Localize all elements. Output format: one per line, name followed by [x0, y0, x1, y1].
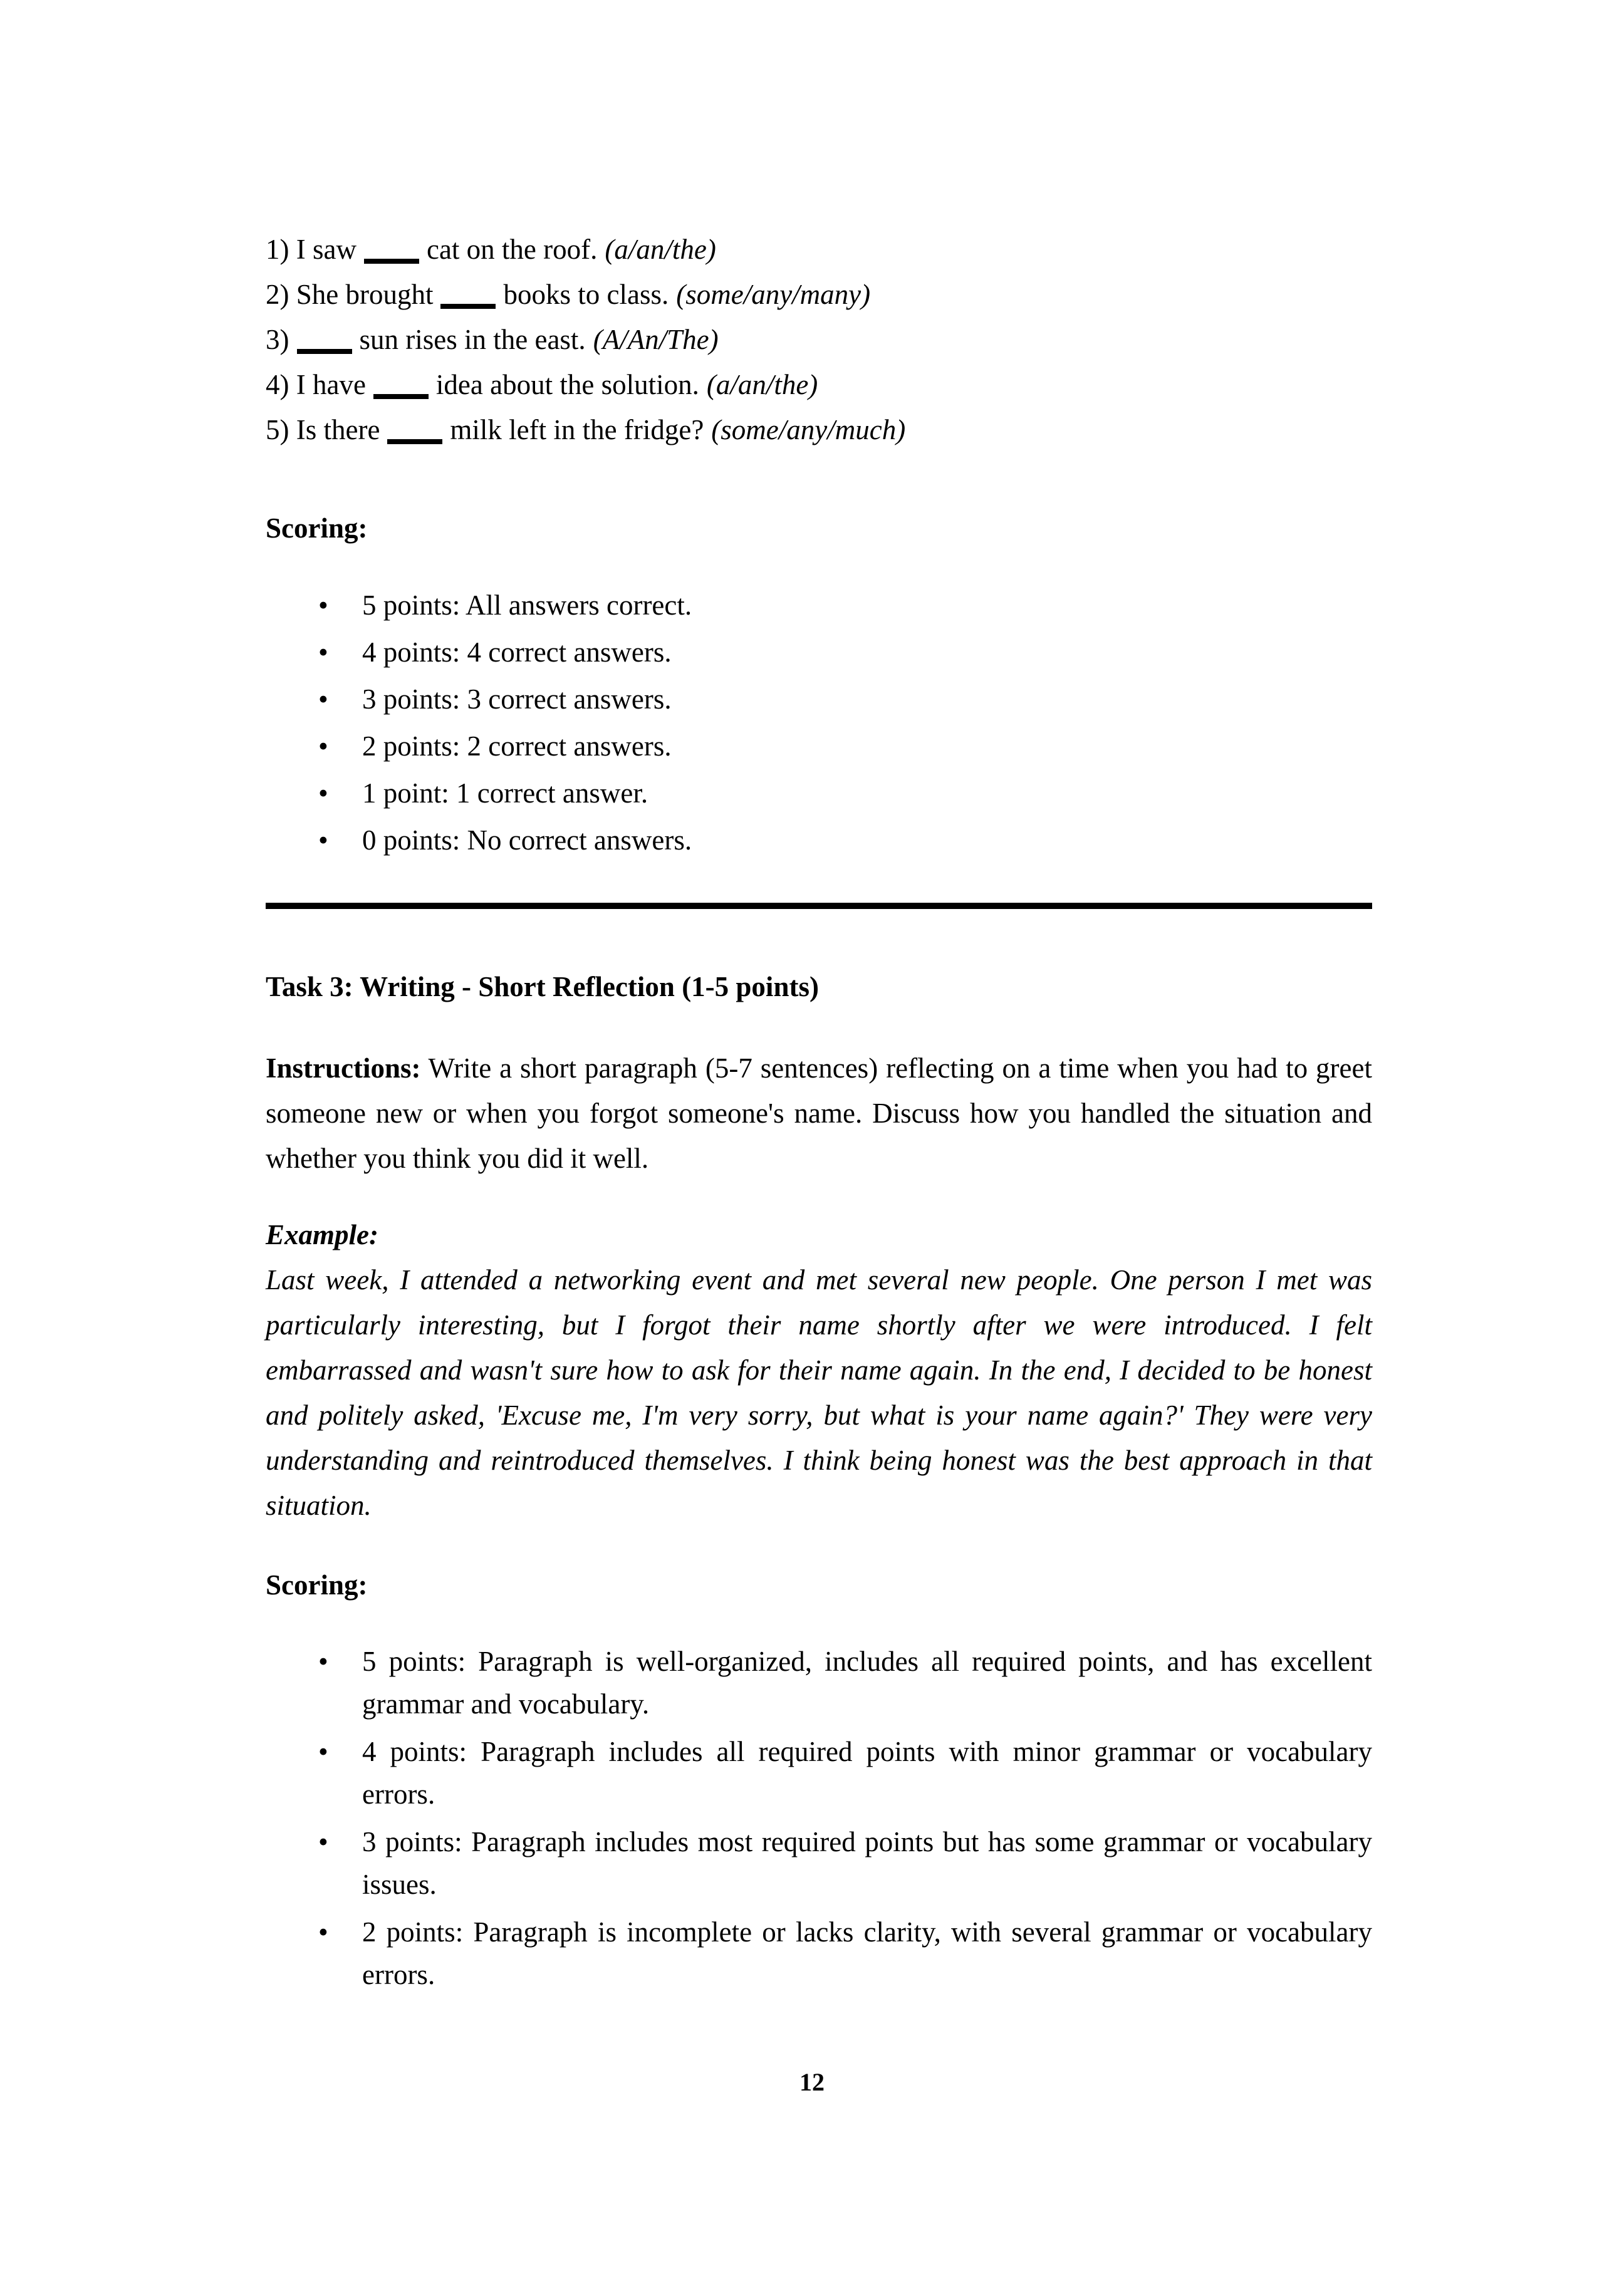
question-text-after: sun rises in the east.	[359, 324, 586, 355]
list-item	[266, 1730, 1372, 1816]
list-item-text: 2 points: 2 correct answers.	[362, 730, 672, 762]
scoring-list-1	[266, 582, 1372, 864]
list-item	[266, 629, 1372, 676]
bullet-icon: •	[318, 730, 328, 762]
question-line-2	[266, 272, 1372, 317]
question-line-4	[266, 362, 1372, 407]
question-text-before: 2) She brought	[266, 279, 434, 310]
list-item	[266, 723, 1372, 770]
bullet-icon: •	[318, 824, 328, 856]
scoring-list-2	[266, 1640, 1372, 1996]
bullet-icon: •	[318, 1646, 328, 1677]
list-item	[266, 1640, 1372, 1725]
bullet-icon: •	[318, 777, 328, 809]
question-line-1	[266, 227, 1372, 272]
list-item-text: 4 points: Paragraph includes all required points with minor grammar or vocabulary errors.	[362, 1736, 1372, 1810]
list-item-text: 3 points: 3 correct answers.	[362, 683, 672, 715]
list-item-text: 5 points: Paragraph is well-organized, includes all required points, and has excellent grammar and vocabulary.	[362, 1646, 1372, 1720]
question-options: (a/an/the)	[706, 369, 818, 400]
fill-blank-questions	[266, 227, 1372, 452]
question-text-before: 4) I have	[266, 369, 366, 400]
bullet-icon: •	[318, 1826, 328, 1857]
bullet-icon: •	[318, 590, 328, 621]
list-item	[266, 770, 1372, 817]
question-text-after: cat on the roof.	[426, 234, 598, 265]
question-line-5	[266, 407, 1372, 452]
list-item	[266, 676, 1372, 723]
instructions-label: Instructions:	[266, 1052, 421, 1084]
question-text-after: books to class.	[503, 279, 669, 310]
list-item-text: 2 points: Paragraph is incomplete or lacks clarity, with several grammar or vocabulary errors.	[362, 1916, 1372, 1990]
list-item-text: 5 points: All answers correct.	[362, 590, 692, 621]
question-options: (some/any/many)	[676, 279, 871, 310]
bullet-icon: •	[318, 683, 328, 715]
bullet-icon: •	[318, 1736, 328, 1767]
answer-blank	[387, 439, 442, 444]
question-text-before: 5) Is there	[266, 414, 380, 445]
question-options: (A/An/The)	[593, 324, 719, 355]
scoring-heading-2: Scoring:	[266, 1569, 368, 1601]
example-paragraph: Last week, I attended a networking event and met several new people. One person I met was particularly interesting, but I forgot their name shortly after we were introduced. I felt embarrassed and wasn't sure how to ask for their name again. In the end, I decided to be honest and politely asked, 'Excuse me, I'm very sorry, but what is your name again?' They were very understanding and reintroduced themselves. I think being honest was the best approach in that situation.	[266, 1264, 1372, 1521]
instructions-text: Write a short paragraph (5-7 sentences) reflecting on a time when you had to greet someone new or when you forgot someone's name. Discuss how you handled the situation and whether you think you did it well.	[266, 1052, 1372, 1174]
bullet-icon: •	[318, 1916, 328, 1948]
question-options: (a/an/the)	[605, 234, 716, 265]
page-number: 12	[799, 2068, 825, 2096]
section-divider	[266, 903, 1372, 909]
list-item-text: 0 points: No correct answers.	[362, 824, 692, 856]
list-item-text: 3 points: Paragraph includes most required points but has some grammar or vocabulary issues.	[362, 1826, 1372, 1900]
answer-blank	[297, 349, 352, 354]
list-item	[266, 1911, 1372, 1996]
answer-blank	[373, 394, 429, 399]
question-text-before: 1) I saw	[266, 234, 357, 265]
bullet-icon: •	[318, 636, 328, 668]
question-text-before: 3)	[266, 324, 289, 355]
list-item	[266, 1821, 1372, 1906]
question-options: (some/any/much)	[711, 414, 906, 445]
list-item-text: 1 point: 1 correct answer.	[362, 777, 648, 809]
question-text-after: idea about the solution.	[435, 369, 699, 400]
task3-title: Task 3: Writing - Short Reflection (1-5 points)	[266, 971, 819, 1002]
question-text-after: milk left in the fridge?	[450, 414, 704, 445]
answer-blank	[364, 259, 419, 264]
document-content	[266, 227, 1372, 2001]
list-item	[266, 817, 1372, 864]
question-line-3	[266, 317, 1372, 362]
list-item	[266, 582, 1372, 629]
answer-blank	[440, 304, 496, 309]
list-item-text: 4 points: 4 correct answers.	[362, 636, 672, 668]
example-label: Example:	[266, 1219, 378, 1250]
instructions-paragraph	[266, 1046, 1372, 1181]
scoring-heading-1: Scoring:	[266, 512, 368, 544]
